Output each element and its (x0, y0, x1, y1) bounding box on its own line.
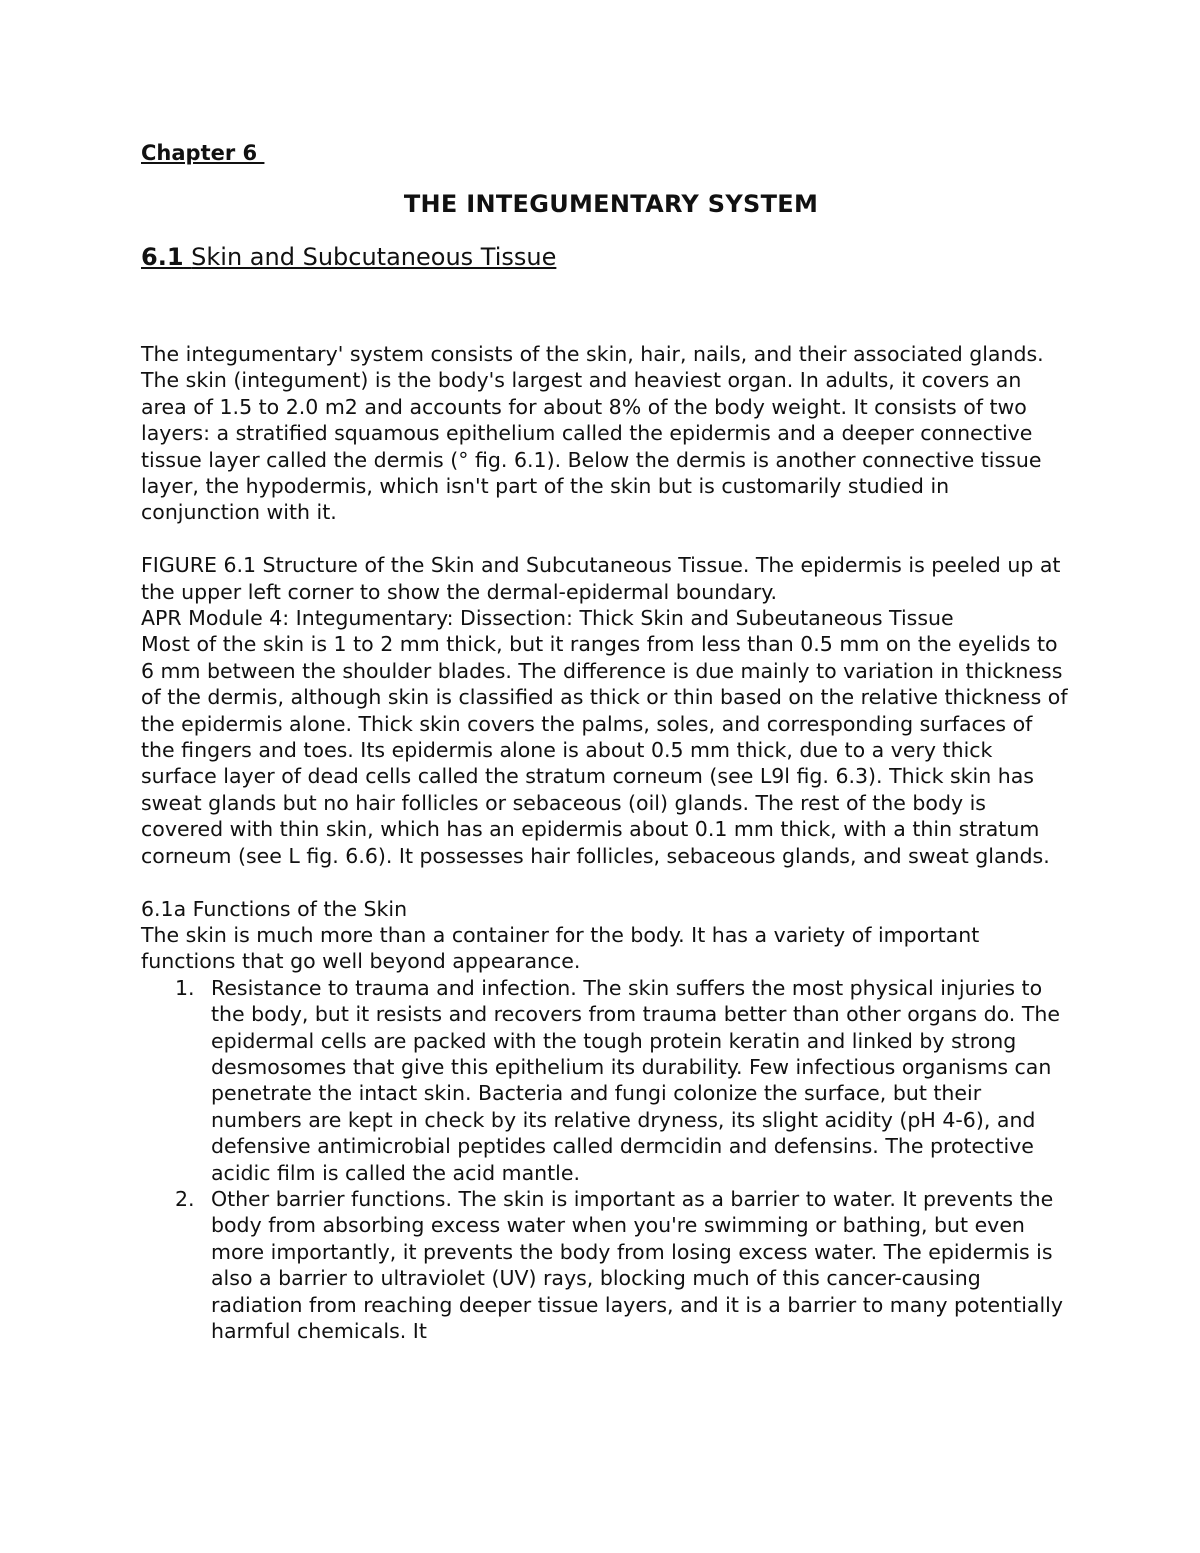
section-number: 6.1 (141, 243, 184, 271)
intro-paragraph: The integumentary' system consists of the skin, hair, nails, and their associated glands. The skin (integument) is the body's largest and heaviest organ. In adults, it covers an area of 1.5 to 2.0 m2 and accounts for about 8% of the body weight. It consists of two layers: a stratified squamous epithelium called the epidermis and a deeper connective tissue layer called the dermis (° fig. 6.1). Below the dermis is another connective tissue layer, the hypodermis, which isn't part of the skin but is customarily studied in conjunction with it. (141, 342, 1044, 525)
subsection-intro: The skin is much more than a container for the body. It has a variety of important functions that go well beyond appearance. (141, 922, 980, 974)
list-item (141, 975, 1071, 1186)
list-marker: 1. (175, 975, 195, 1000)
thickness-paragraph: Most of the skin is 1 to 2 mm thick, but it ranges from less than 0.5 mm on the eyelids to 6 mm between the shoulder blades. The difference is due mainly to variation in thickness of the dermis, although skin is classified as thick or thin based on the relative thickness of the epidermis alone. Thick skin covers the palms, soles, and corresponding surfaces of the fingers and toes. Its epidermis alone is about 0.5 mm thick, due to a very thick surface layer of dead cells called the stratum corneum (see L9l fig. 6.3). Thick skin has sweat glands but no hair follicles or sebaceous (oil) glands. The rest of the body is covered with thin skin, which has an epidermis about 0.1 mm thick, with a thin stratum corneum (see L fig. 6.6). It possesses hair follicles, sebaceous glands, and sweat glands. (141, 632, 1068, 868)
subsection-heading: 6.1a Functions of the Skin (141, 896, 408, 921)
functions-list (141, 975, 1071, 1345)
list-item-text: Resistance to trauma and infection. The skin suffers the most physical injuries to the body, but it resists and recovers from trauma better than other organs do. The epidermal cells are packed with the tough protein keratin and linked by strong desmosomes that give this epithelium its durability. Few infectious organisms can penetrate the intact skin. Bacteria and fungi colonize the surface, but their numbers are kept in check by its relative dryness, its slight acidity (pH 4-6), and defensive antimicrobial peptides called dermcidin and defensins. The protective acidic film is called the acid mantle. (211, 975, 1060, 1185)
section-heading (141, 243, 556, 271)
section-title: Skin and Subcutaneous Tissue (191, 243, 557, 271)
list-marker: 2. (175, 1186, 195, 1211)
document-title: THE INTEGUMENTARY SYSTEM (403, 190, 819, 218)
paragraph-spacer (141, 526, 1071, 552)
chapter-label: Chapter 6 (141, 141, 265, 165)
body-text (141, 341, 1071, 1344)
figure-caption: FIGURE 6.1 Structure of the Skin and Subcutaneous Tissue. The epidermis is peeled up at the upper left corner to show the dermal-epidermal boundary. (141, 553, 1061, 604)
paragraph-spacer (141, 869, 1071, 895)
list-item (141, 1186, 1071, 1344)
apr-module-note: APR Module 4: Integumentary: Dissection: Thick Skin and Subeutaneous Tissue (141, 606, 954, 631)
list-item-text: Other barrier functions. The skin is important as a barrier to water. It prevents the body from absorbing excess water when you're swimming or bathing, but even more importantly, it prevents the body from losing excess water. The epidermis is also a barrier to ultraviolet (UV) rays, blocking much of this cancer-causing radiation from reaching deeper tissue layers, and it is a barrier to many potentially harmful chemicals. It (211, 1186, 1063, 1343)
